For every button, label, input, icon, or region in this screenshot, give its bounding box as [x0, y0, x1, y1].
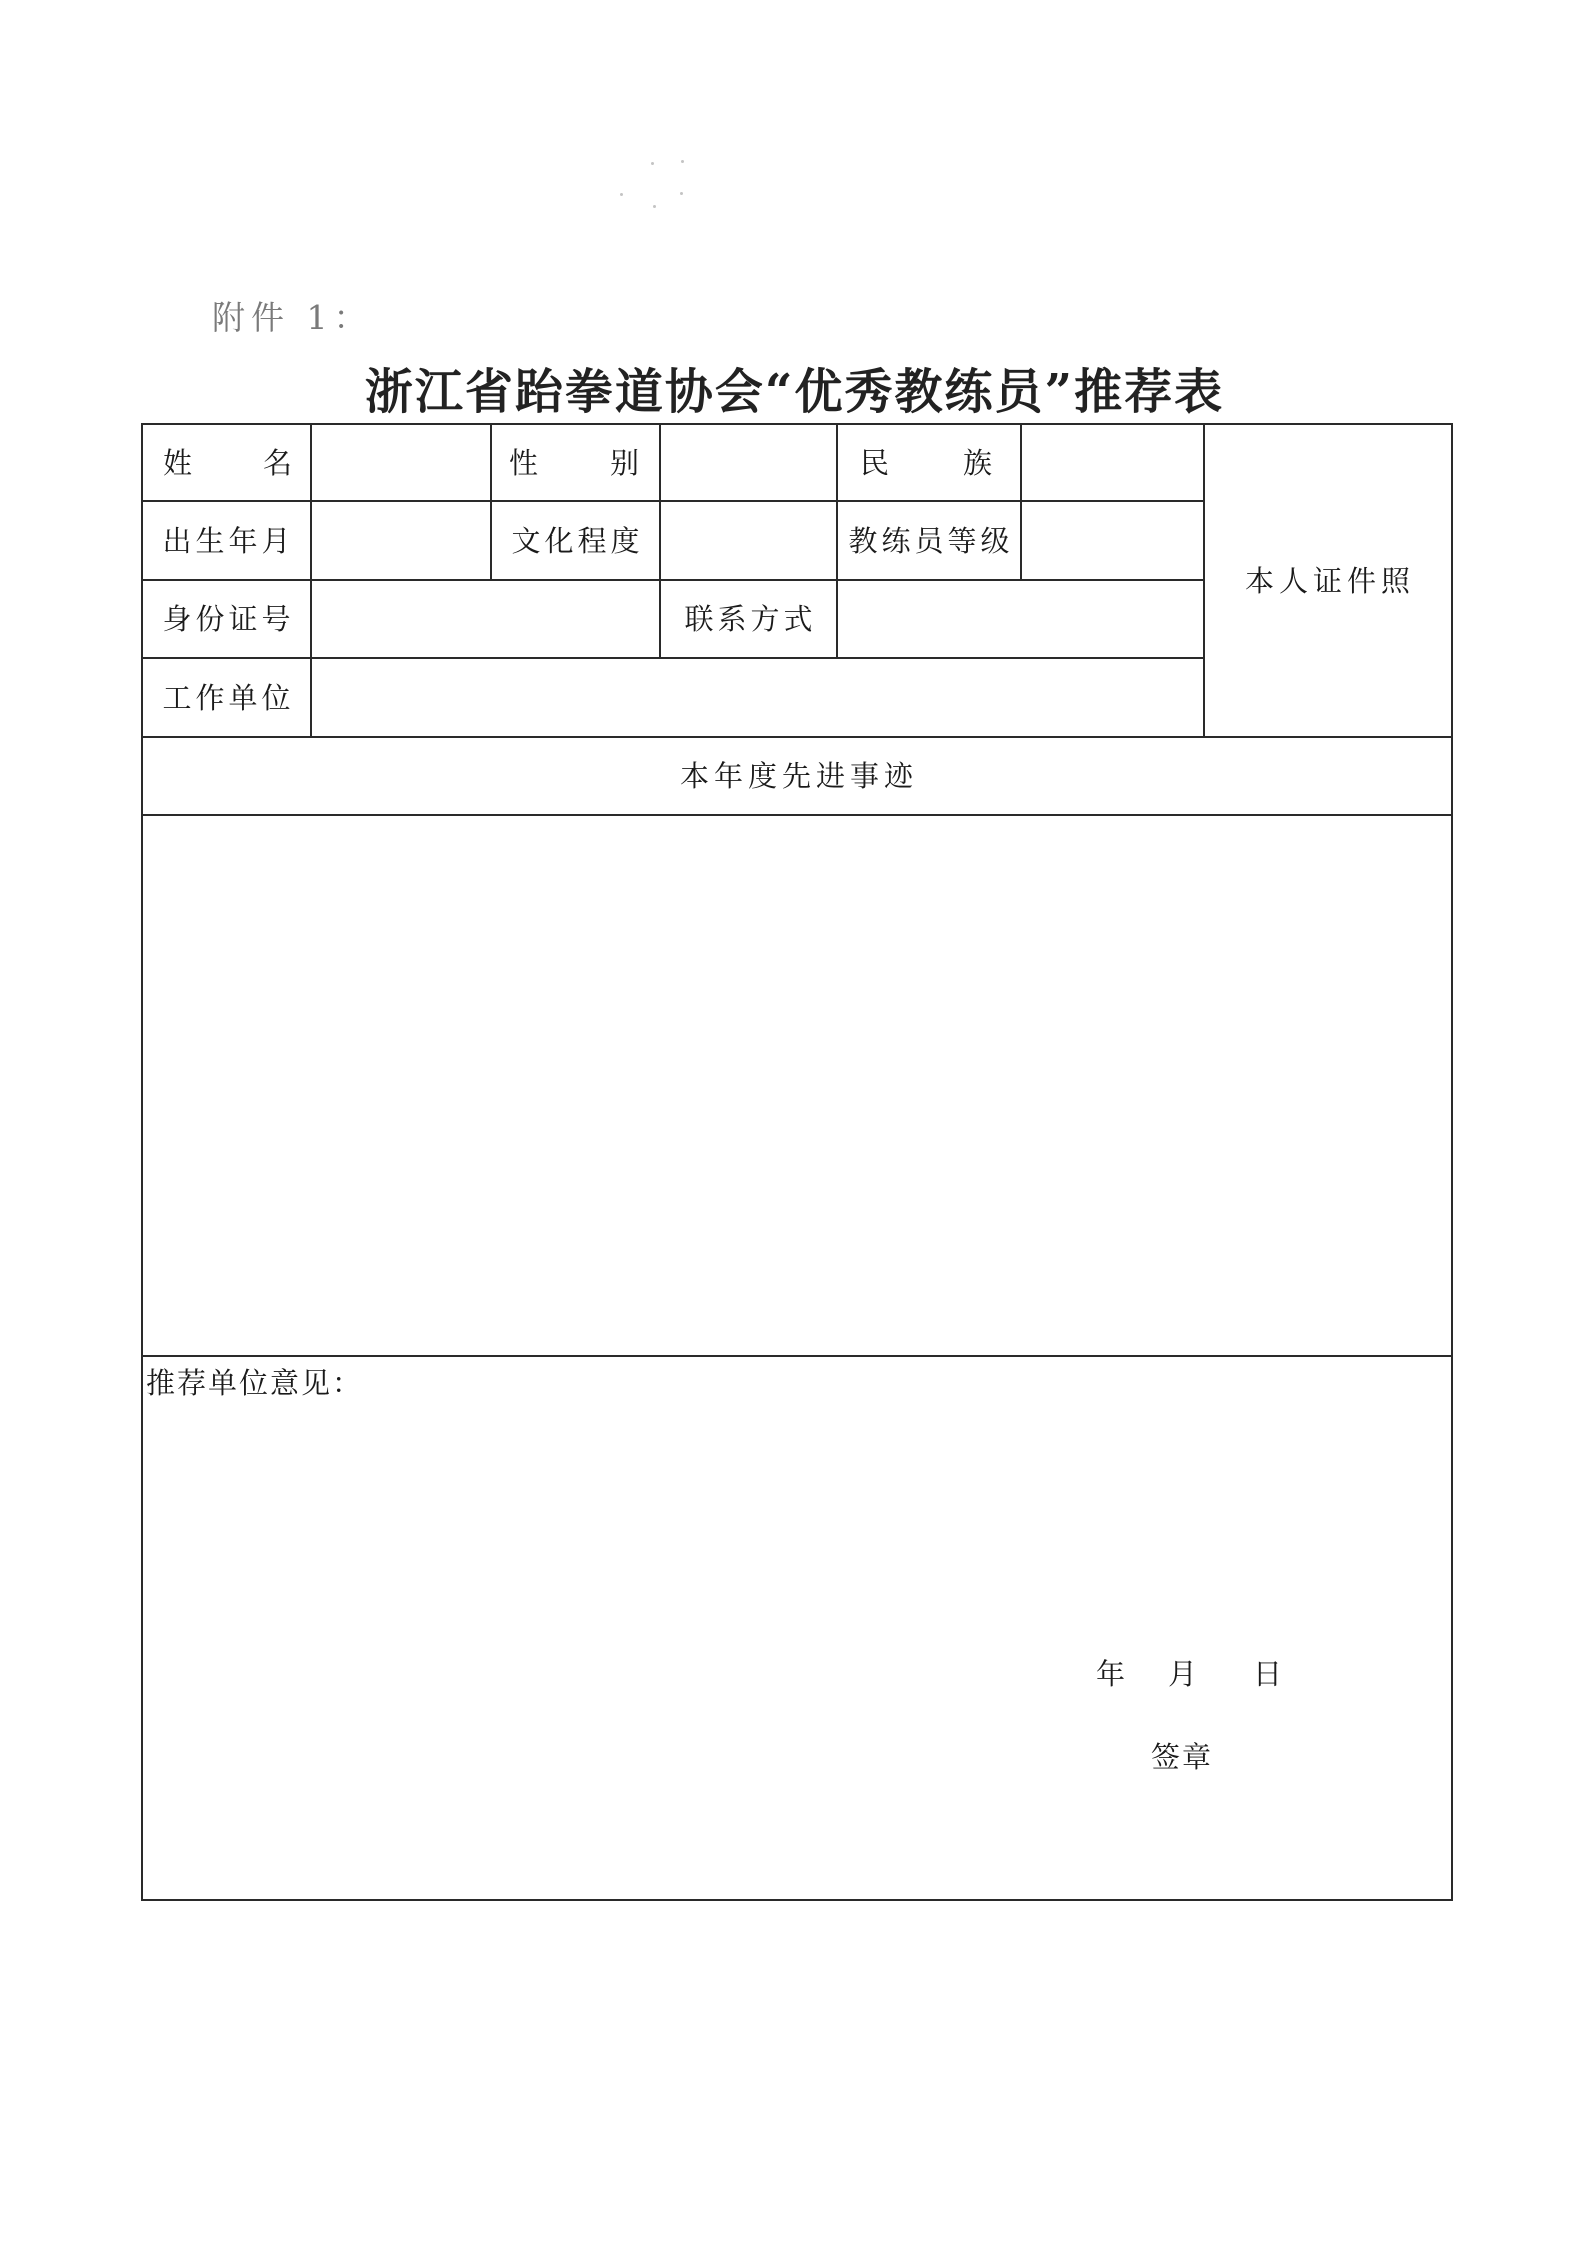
education-label-cell	[491, 501, 660, 580]
achievements-label: 本年度先进事迹	[679, 759, 918, 793]
form-row-achievements-body	[142, 815, 1452, 1356]
contact-value-cell	[837, 580, 1204, 658]
scan-speck	[681, 160, 684, 163]
ethnicity-label-cell	[837, 424, 1021, 501]
scan-speck	[653, 205, 656, 208]
name-label: 姓 名	[163, 445, 292, 480]
date-month-label: 月	[1168, 1657, 1198, 1691]
ethnicity-label: 民 族	[860, 445, 992, 480]
contact-label-cell	[660, 580, 837, 658]
coach-level-label: 教练员等级	[848, 523, 1014, 558]
birth-label-cell	[142, 501, 311, 580]
education-value-cell	[660, 501, 837, 580]
work-unit-label-cell	[142, 658, 311, 737]
scan-speck	[651, 162, 654, 165]
form-row-basic-1	[142, 424, 1452, 501]
recommender-opinion-label: 推荐单位意见：	[146, 1366, 364, 1400]
seal-label: 签章	[1151, 1740, 1214, 1774]
gender-label: 性 别	[509, 445, 639, 480]
scan-speck	[620, 193, 623, 196]
education-label: 文化程度	[511, 523, 644, 558]
recommender-opinion-cell	[142, 1356, 1452, 1900]
date-year-label: 年	[1096, 1657, 1126, 1691]
coach-level-value-cell	[1021, 501, 1204, 580]
work-unit-value-cell	[311, 658, 1204, 737]
birth-label: 出生年月	[162, 523, 295, 558]
birth-value-cell	[311, 501, 491, 580]
name-value-cell	[311, 424, 491, 501]
name-label-cell	[142, 424, 311, 501]
achievements-value-cell	[142, 815, 1452, 1356]
recommendation-form-table	[141, 423, 1453, 1901]
date-day-label: 日	[1253, 1657, 1283, 1691]
ethnicity-value-cell	[1021, 424, 1204, 501]
work-unit-label: 工作单位	[162, 680, 295, 715]
recommender-opinion-box	[143, 1358, 1451, 1898]
scan-speck	[680, 192, 683, 195]
id-number-value-cell	[311, 580, 660, 658]
contact-label: 联系方式	[684, 602, 817, 636]
gender-value-cell	[660, 424, 837, 501]
achievements-header-cell	[142, 737, 1452, 815]
photo-label: 本人证件照	[1244, 563, 1415, 598]
id-number-label: 身份证号	[162, 602, 295, 636]
page-title: 浙江省跆拳道协会“优秀教练员”推荐表	[364, 364, 1225, 420]
coach-level-label-cell	[837, 501, 1021, 580]
photo-cell	[1204, 424, 1452, 737]
form-row-recommender-opinion	[142, 1356, 1452, 1900]
gender-label-cell	[491, 424, 660, 501]
attachment-label: 附件 1：	[212, 298, 373, 337]
id-number-label-cell	[142, 580, 311, 658]
form-row-achievements-header	[142, 737, 1452, 815]
